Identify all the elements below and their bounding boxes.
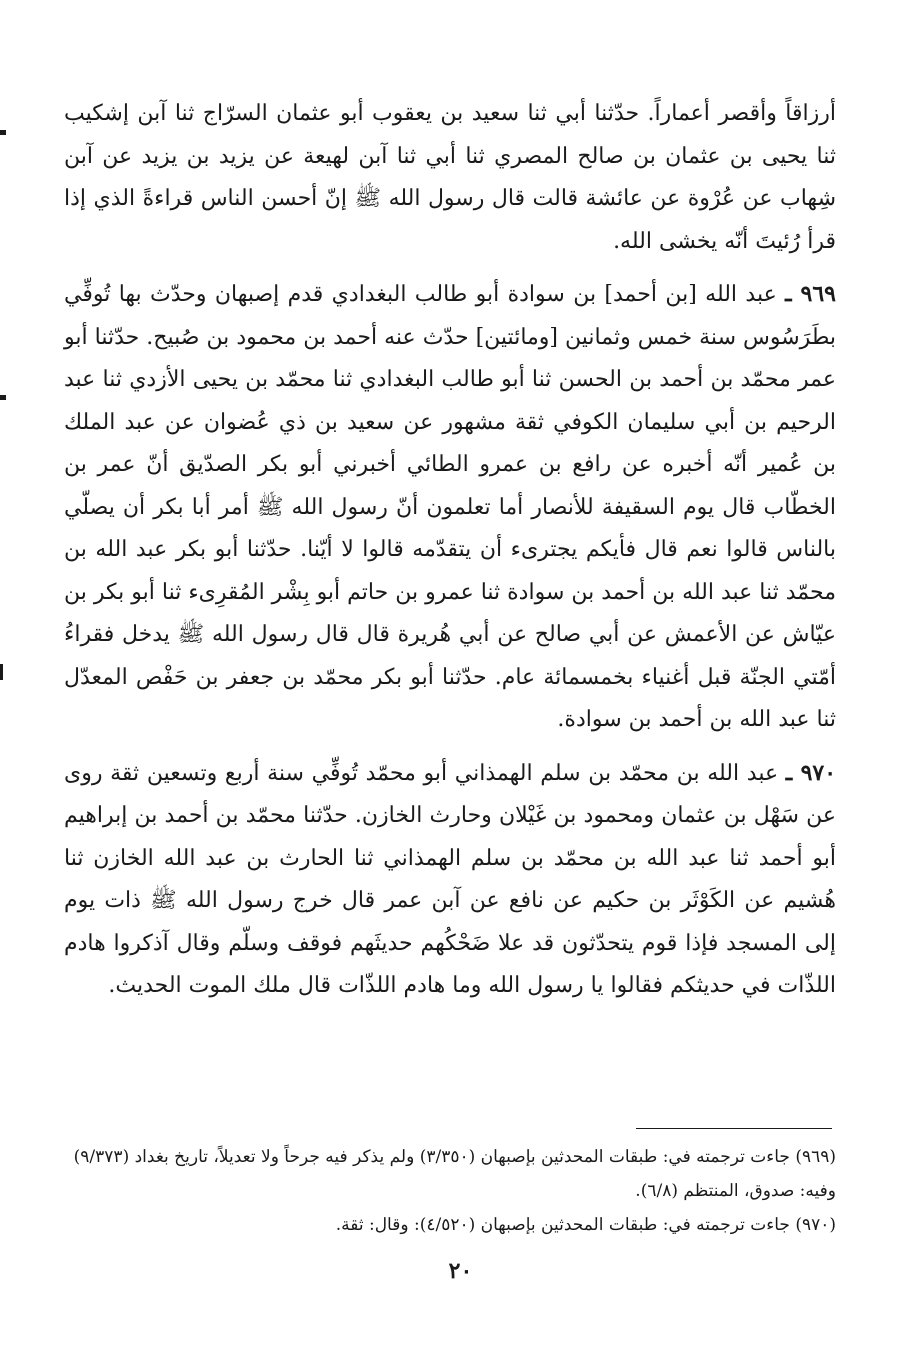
scan-edge-mark — [0, 664, 3, 680]
footnote-970: (٩٧٠) جاءت ترجمته في: طبقات المحدثين بإصبهان (٤/٥٢٠): وقال: ثقة. — [335, 1215, 836, 1235]
scan-edge-mark — [0, 130, 6, 135]
entry-number: ٩٦٩ ـ — [785, 281, 836, 307]
paragraph-text: أرزاقاً وأقصر أعماراً. حدّثنا أبي ثنا سعيد بن يعقوب أبو عثمان السرّاج ثنا آبن إشكيب ثنا يحيى بن عثمان بن صالح المصري ثنا أبي ثنا آبن لهيعة عن يزيد بن يزيد عن آبن شِهاب عن عُرْوة عن عائشة قالت قال رسول الله ﷺ إنّ أحسن الناس قراءةً الذي إذا قرأ رُئيتَ أنّه يخشى الله. — [64, 101, 836, 254]
main-text — [64, 92, 836, 1008]
entry-number: ٩٧٠ ـ — [785, 759, 837, 786]
footnote-divider — [636, 1128, 832, 1129]
entry-970 — [64, 752, 836, 1008]
paragraph-text: عبد الله [بن أحمد] بن سوادة أبو طالب البغدادي قدم إصبهان وحدّث بها تُوفِّي بطَرَسُوس سنة خمس وثمانين [ومائتين] حدّث عنه أحمد بن محمود بن صُبيح. حدّثنا أبو عمر محمّد بن أحمد بن الحسن ثنا أبو طالب البغدادي ثنا محمّد بن يحيى الأزدي ثنا عبد الرحيم بن أبي سليمان الكوفي ثقة مشهور عن سعيد بن ذي عُضوان عن عبد الملك بن عُمير أنّه أخبره عن رافع بن عمرو الطائي أخبرني أبو بكر الصدّيق أنّ عمر بن الخطّاب قال يوم السقيفة للأنصار أما تعلمون أنّ رسول الله ﷺ أمر أبا بكر أن يصلّي بالناس قالوا نعم قال فأيكم يجترىء أن يتقدّمه قالوا لا أيّنا. حدّثنا أبو بكر عبد الله بن محمّد ثنا عبد الله بن أحمد بن سوادة ثنا عمرو بن حاتم أبو بِشْر المُقرِىء ثنا أبو بكر بن عيّاش عن الأعمش عن أبي صالح عن أبي هُريرة قال قال رسول الله ﷺ يدخل فقراءُ أمّتي الجنّة قبل أغنياء بخمسمائة عام. حدّثنا أبو بكر محمّد بن جعفر بن حَفْص المعدّل ثنا عبد الله بن أحمد بن سوادة. — [64, 282, 836, 732]
footnote-969: (٩٦٩) جاءت ترجمته في: طبقات المحدثين بإصبهان (٣/٣٥٠) ولم يذكر فيه جرحاً ولا تعديلاً، تاريخ بغداد (٩/٣٧٣) وفيه: صدوق، المنتظم (٦/٨). — [73, 1147, 836, 1201]
footnotes — [64, 1140, 836, 1242]
paragraph-text: عبد الله بن محمّد بن سلم الهمذاني أبو محمّد تُوفِّي سنة أربع وتسعين ثقة روى عن سَهْل بن عثمان ومحمود بن غَيْلان وحارث الخازن. حدّثنا محمّد بن أحمد بن إبراهيم أبو أحمد ثنا عبد الله بن محمّد بن سلم الهمذاني ثنا الحارث بن عبد الله الخازن ثنا هُشيم عن الكَوْثَر بن حكيم عن نافع عن آبن عمر قال خرج رسول الله ﷺ ذات يوم إلى المسجد فإذا قوم يتحدّثون قد علا ضَحْكُهم حديثَهم فوقف وسلّم وقال آذكروا هادم اللذّات في حديثكم فقالوا يا رسول الله وما هادم اللذّات قال ملك الموت الحديث. — [64, 760, 836, 998]
scan-edge-mark — [0, 395, 6, 400]
page-number: ٢٠ — [448, 1258, 473, 1284]
paragraph-continuation — [64, 92, 836, 263]
entry-969 — [64, 273, 836, 742]
